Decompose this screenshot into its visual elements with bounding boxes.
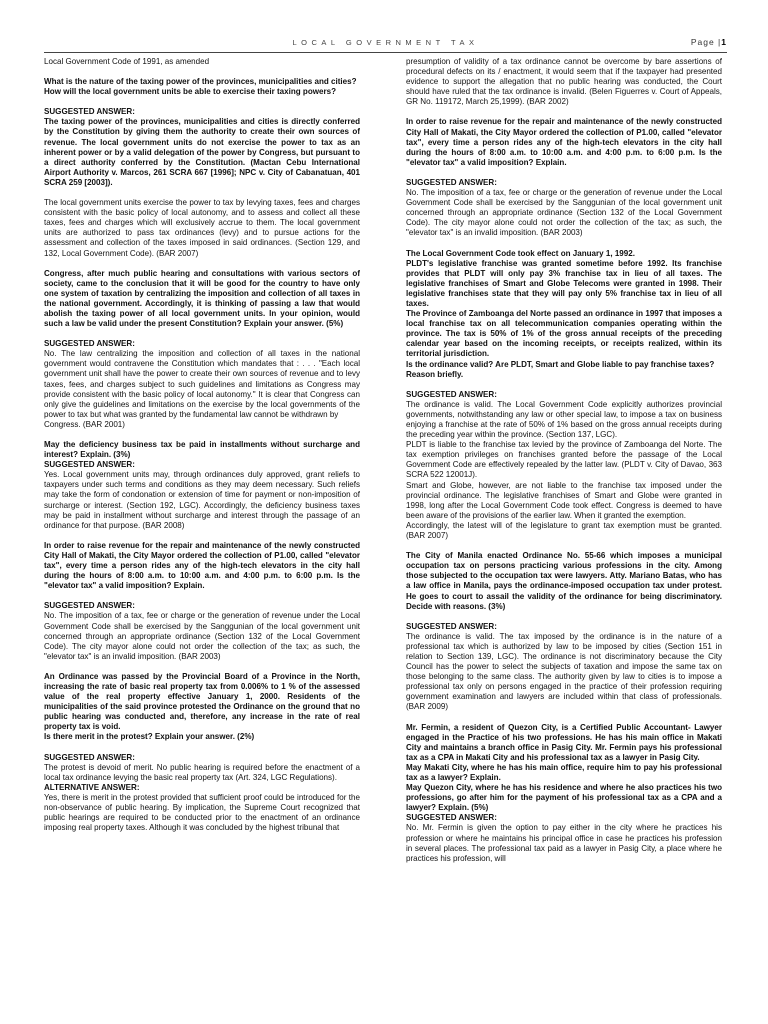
suggested-answer-label: SUGGESTED ANSWER: [44, 339, 135, 349]
question: The City of Manila enacted Ordinance No. 55-66 which imposes a municipal occupation tax on persons practicing various professions in the city. Among those subjected to the occupation tax were lawyers. Atty. Mariano Batas, who has a law office in Manila, pays the ordinance-imposed occupation tax under protest. He goes to court to assail the validity of the ordinance for being discriminatory. Decide with reasons. (3%) [406, 551, 722, 611]
paragraph: Local Government Code of 1991, as amended [44, 57, 210, 66]
answer: No. Mr. Fermin is given the option to pay either in the city where he practices his profession or where he maintains his principal office in case he practices his profession in several places. The professional tax paid as a lawyer in Pasig City, a place where he practices his profession, will [406, 823, 722, 863]
question: Mr. Fermin, a resident of Quezon City, is a Certified Public Accountant- Lawyer engaged in the Practice of his two professions. He has his main office in Makati City and maintains a branch office in Pasig City. Mr. Fermin pays his professional tax as a CPA in Makati City and his professional tax as a lawyer in Pasig City. May Makati City, where he has his main office, require him to pay his professional tax as a lawyer? Explain. May Quezon City, where he has his residence and where he also practices his two professions, go after him for the payment of his professional tax as a CPA and a lawyer? Explain. (5%) [406, 722, 722, 813]
left-column [44, 57, 360, 1005]
answer: The protest is devoid of merit. No public hearing is required before the enactment of a local tax ordinance levying the basic real property tax (Art. 324, LGC Regulations). [44, 762, 360, 782]
answer: No. The imposition of a tax, fee or charge or the generation of revenue under the Local Government Code shall be exercised by the Sanggunian of the local government unit concerned through an appropriate ordinance (Section 132 of the Local Government Code). The city mayor alone could not order the collection of the tax; as such, the "elevator tax" is an invalid imposition. (BAR 2003) [406, 188, 722, 238]
suggested-answer-label: SUGGESTED ANSWER: [44, 107, 135, 117]
suggested-answer-label: SUGGESTED ANSWER: [44, 460, 135, 470]
page-header [44, 36, 727, 53]
question: What is the nature of the taxing power of the provinces, municipalities and cities? How will the local government units be able to exercise their taxing powers? [44, 77, 357, 97]
answer: No. The law centralizing the imposition and collection of all taxes in the national government would contravene the Constitution which mandates that : . . . "Each local government unit shall have the power to create their own sources of revenue and to levy taxes, fees, and charges subject to such guidelines and limitations as Congress may provide consistent with the basic policy of local autonomy." It is clear that Congress can only give the guidelines and limitations on the exercise by the local governments of the power to tax but what was granted by the fundamental law cannot be withdrawn by Congress. (BAR 2001) [44, 349, 360, 429]
paragraph: presumption of validity of a tax ordinance cannot be overcome by bare assertions of procedural defects on its / enactment, it would seem that if the taxpayer had presented evidence to support the allegation that no public hearing was conducted, the Court should have ruled that the tax ordinance is invalid. (Belen Figuerres v. Court of Appeals, GR No. 119172, March 25,1999). (BAR 2002) [406, 57, 722, 107]
header-title: LOCAL GOVERNMENT TAX [292, 38, 479, 47]
answer: Yes, there is merit in the protest provided that sufficient proof could be introduced for the non-observance of public hearing. By implication, the Supreme Court recognized that public hearings are required to be conducted prior to the enactment of an ordinance imposing real property taxes. Although it was concluded by the highest tribunal that [44, 792, 360, 833]
alternative-answer-label: ALTERNATIVE ANSWER: [44, 782, 140, 792]
answer: The taxing power of the provinces, municipalities and cities is directly conferred by the Constitution by giving them the authority to create their own sources of revenue. The local government units do not exercise the power to tax as an inherent power or by a valid delegation of the power by Congress, but pursuant to a direct authority conferred by the Constitution. (Mactan Cebu International Airport Authority v. Marcos, 261 SCRA 667 [1996]; NPC v. City of Cabanatuan, 401 SCRA 259 [2003]). [44, 117, 360, 187]
page-number: Page |1 [690, 37, 727, 47]
right-column [406, 57, 722, 1005]
question: Congress, after much public hearing and consultations with various sectors of society, came to the conclusion that it will be good for the country to have only one system of taxation by centralizing the imposition and collection of all taxes in the national government. Accordingly, it is thinking of passing a law that would abolish the taxing power of all local government units. In your opinion, would such a law be valid under the present Constitution? Explain your answer. (5%) [44, 268, 360, 329]
suggested-answer-label: SUGGESTED ANSWER: [44, 601, 135, 611]
suggested-answer-label: SUGGESTED ANSWER: [406, 177, 497, 187]
suggested-answer-label: SUGGESTED ANSWER: [406, 621, 497, 631]
question: In order to raise revenue for the repair and maintenance of the newly constructed City Hall of Makati, the City Mayor ordered the collection of P1.00, called "elevator tax", every time a person rides any of the high-tech elevators in the city hall during the hours of 8:00 a.m. to 10:00 a.m. and 4:00 p.m. to 6:00 p.m. Is the "elevator tax" a valid imposition? Explain. [44, 540, 360, 591]
question: An Ordinance was passed by the Provincial Board of a Province in the North, increasing the rate of basic real property tax from 0.006% to 1 % of the assessed value of the real property effective January 1, 2000. Residents of the municipalities of the said province protested the Ordinance on the ground that no public hearing was conducted and, therefore, any increase in the rate of real property tax is void. Is there merit in the protest? Explain your answer. (2%) [44, 671, 360, 742]
answer: The ordinance is valid. The Local Government Code explicitly authorizes provincial governments, notwithstanding any law or other special law, to impose a tax on business enjoying a franchise at the rate of 50% of 1% based on the gross annual receipts during the preceding year within the province. (Section 137, LGC). PLDT is liable to the franchise tax levied by the province of Zamboanga del Norte. The tax exemption privileges on franchises granted before the passage of the Local Government Code are effectively repealed by the latter law. (PLDT v. City of Davao, 363 SCRA 522 12001J). Smart and Globe, however, are not liable to the franchise tax imposed under the provincial ordinance. The legislative franchises of Smart and Globe were granted in 1998, long after the Local Government Code took effect. Congress is deemed to have been aware of the provisions of the earlier law. When it granted the exemption. Accordingly, the latest will of the legislature to grant tax exemption must be granted. (BAR 2007) [406, 399, 722, 541]
question: May the deficiency business tax be paid in installments without surcharge and interest? Explain. (3%) [44, 440, 360, 460]
question: In order to raise revenue for the repair and maintenance of the newly constructed City Hall of Makati, the City Mayor ordered the collection of P1.00, called "elevator tax", every time a person rides any of the high-tech elevators in the city hall during the hours of 8:00 a.m. to 10:00 a.m. and 4:00 p.m. to 6:00 p.m. Is the "elevator tax" a valid imposition? Explain. [406, 117, 722, 167]
answer: No. The imposition of a tax, fee or charge or the generation of revenue under the Local Government Code shall be exercised by the Sanggunian of the local government unit concerned through an appropriate ordinance (Section 132 of the Local Government Code). The city mayor alone could not order the collection of the tax; as such, the "elevator tax" is an invalid imposition. (BAR 2003) [44, 611, 360, 661]
answer: Yes. Local government units may, through ordinances duly approved, grant reliefs to taxpayers under such terms and conditions as they may deem necessary. Such reliefs may take the form of condonation or extension of time for payment or non-imposition of surcharge or interest. (Section 192, LGC). Accordingly, the deficiency business taxes may be paid in installment without surcharge and interest through the passage of an ordinance for that purpose. (BAR 2008) [44, 470, 360, 530]
suggested-answer-label: SUGGESTED ANSWER: [406, 813, 497, 823]
suggested-answer-label: SUGGESTED ANSWER: [44, 752, 135, 762]
answer: The local government units exercise the power to tax by levying taxes, fees and charges consistent with the basic policy of local autonomy, and to assess and collect all these taxes, fees and charges which will exclusively accrue to them. The local government units are authorized to pass tax ordinances (levy) and to pursue actions for the assessment and collection of the taxes imposed in said ordinances. (Section 129, and 132, Local Government Code). (BAR 2007) [44, 198, 360, 258]
suggested-answer-label: SUGGESTED ANSWER: [406, 389, 497, 399]
question: The Local Government Code took effect on January 1, 1992. PLDT's legislative franchise was granted sometime before 1992. Its franchise provides that PLDT will only pay 3% franchise tax in lieu of all taxes. The legislative franchises of Smart and Globe Telecoms were granted in 1998. Their legislative franchises state that they will pay only 5% franchise tax in lieu of all taxes. The Province of Zamboanga del Norte passed an ordinance in 1997 that imposes a local franchise tax on all telecommunication companies operating within the province. The tax is 50% of 1% of the gross annual receipts of the preceding calendar year based on the incoming receipts, or receipts realized, within its territorial jurisdiction. Is the ordinance valid? Are PLDT, Smart and Globe liable to pay franchise taxes? Reason briefly. [406, 248, 722, 379]
answer: The ordinance is valid. The tax imposed by the ordinance is in the nature of a professional tax which is authorized by law to be imposed by cities (Section 151 in relation to Section 139, LGC). The ordinance is not discriminatory because the City Council has the power to select the subjects of taxation and impose the same tax on those belonging to the same class. The authority given by law to cities is to impose a professional tax only on persons engaged in the practice of their profession requiring government examination and lawyers are included within that class of professionals. (BAR 2009) [406, 631, 722, 712]
